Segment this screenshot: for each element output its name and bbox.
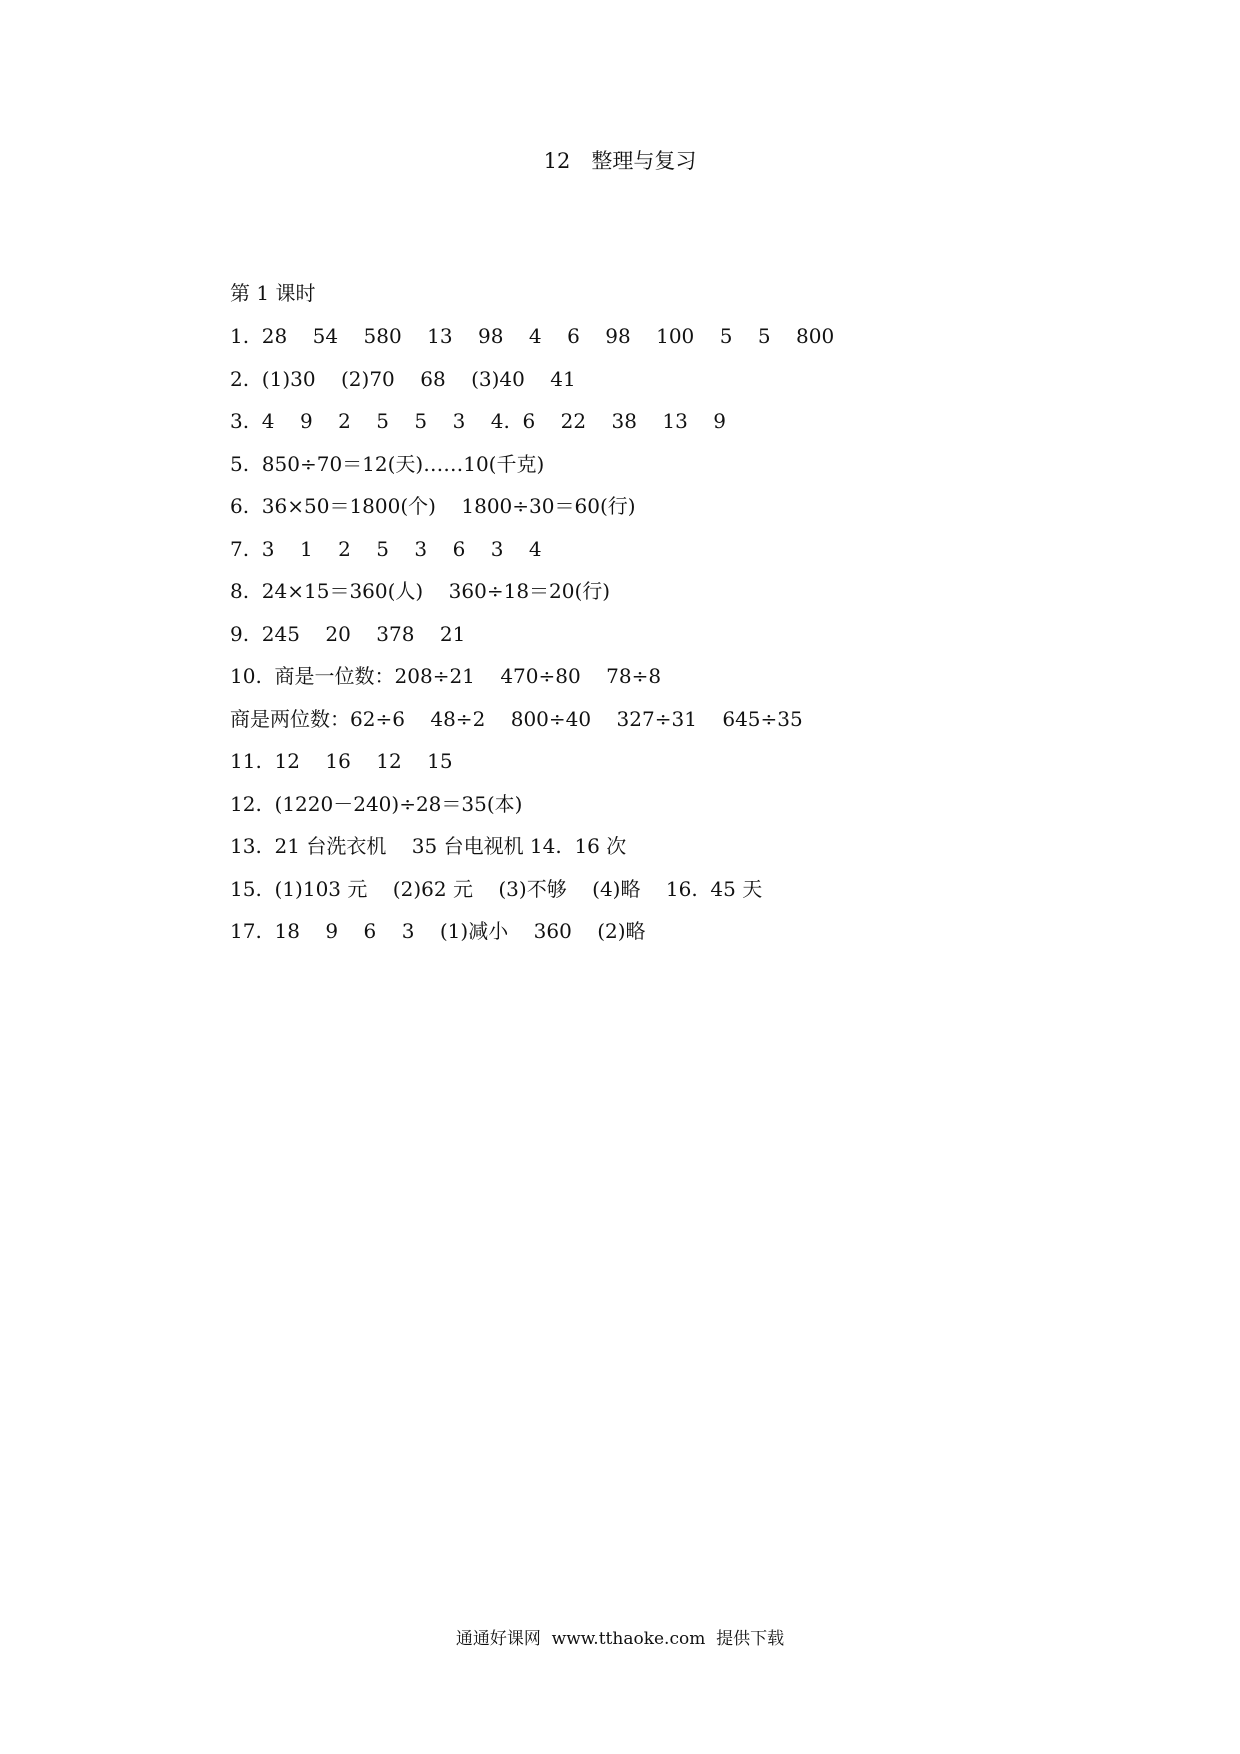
page-title: 12 整理与复习 xyxy=(543,149,697,173)
answer-line-10: 10. 商是一位数：208÷21 470÷80 78÷8 xyxy=(230,664,662,688)
answer-line-2: 2. (1)30 (2)70 68 (3)40 41 xyxy=(230,366,576,391)
answer-line-1: 1. 28 54 580 13 98 4 6 98 100 5 5 800 xyxy=(230,324,835,348)
lesson-heading: 第 1 课时 xyxy=(230,281,316,305)
answer-line-6: 6. 36×50＝1800(个) 1800÷30＝60(行) xyxy=(230,494,636,518)
footer-source: 通通好课网 www.tthaoke.com 提供下载 xyxy=(455,1629,785,1649)
answer-line-10-continued: 商是两位数：62÷6 48÷2 800÷40 327÷31 645÷35 xyxy=(230,706,803,731)
answer-line-9: 9. 245 20 378 21 xyxy=(230,621,466,646)
answer-line-5: 5. 850÷70＝12(天)……10(千克) xyxy=(230,451,545,476)
answer-line-17: 17. 18 9 6 3 (1)减小 360 (2)略 xyxy=(230,919,646,943)
answer-line-15: 15. (1)103 元 (2)62 元 (3)不够 (4)略 16. 45 天 xyxy=(230,876,763,901)
answer-line-8: 8. 24×15＝360(人) 360÷18＝20(行) xyxy=(230,579,611,603)
answer-line-12: 12. (1220－240)÷28＝35(本) xyxy=(230,791,523,816)
answer-line-3: 3. 4 9 2 5 5 3 4. 6 22 38 13 9 xyxy=(230,409,727,433)
answer-line-7: 7. 3 1 2 5 3 6 3 4 xyxy=(230,536,542,561)
answer-line-13: 13. 21 台洗衣机 35 台电视机 14. 16 次 xyxy=(230,834,627,858)
answer-line-11: 11. 12 16 12 15 xyxy=(230,749,453,773)
answer-list xyxy=(230,321,834,959)
